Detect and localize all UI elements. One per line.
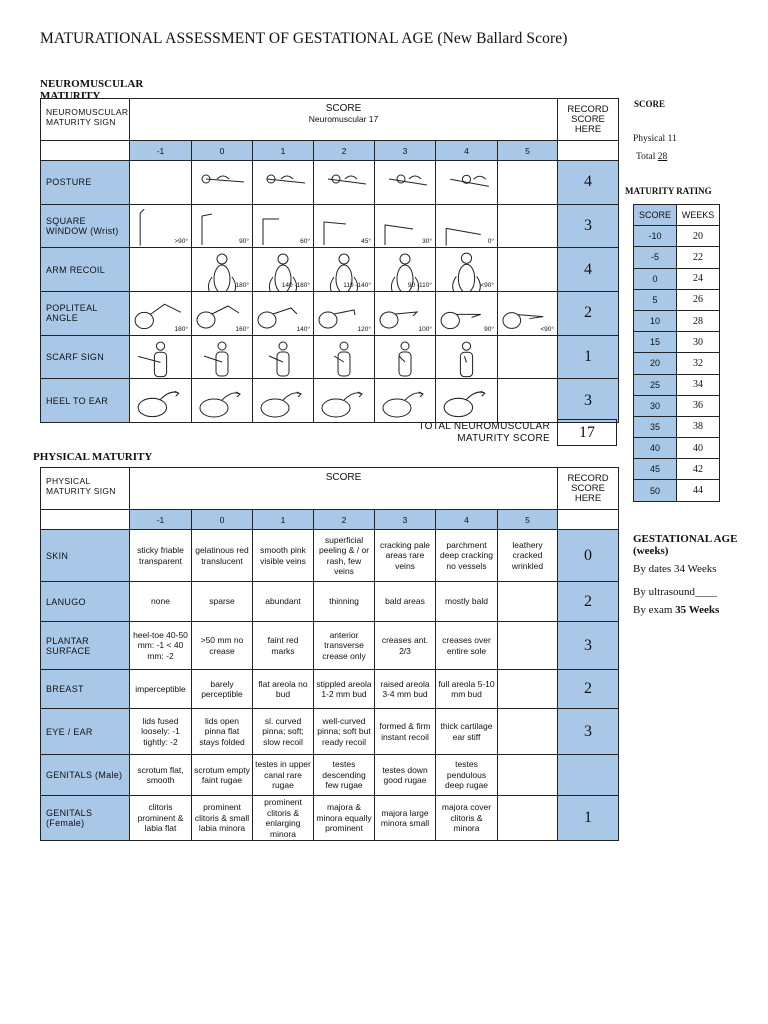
- angle-label: 90°: [484, 325, 494, 333]
- sign-illustration: [314, 336, 374, 378]
- score-column-header: 2: [314, 510, 375, 530]
- neuromuscular-cell: [192, 335, 253, 379]
- total-label: Total: [636, 152, 656, 162]
- neuromuscular-cell: [498, 335, 558, 379]
- physical-criteria-cell: testes down good rugae: [375, 755, 436, 796]
- neuromuscular-cell: [314, 248, 375, 292]
- physical-criteria-cell: thinning: [314, 582, 375, 622]
- maturity-score: 20: [634, 353, 677, 374]
- physical-sign-label: LANUGO: [41, 582, 130, 622]
- neuromuscular-cell: [253, 379, 314, 423]
- physical-criteria-cell: [498, 622, 558, 670]
- neuromuscular-row: [41, 204, 619, 248]
- by-exam-label: By exam: [633, 604, 673, 616]
- by-dates-value[interactable]: 34 Weeks: [673, 563, 717, 575]
- neuromuscular-cell: [436, 335, 498, 379]
- by-dates: [633, 563, 717, 575]
- physical-criteria-cell: majora cover clitoris & minora: [436, 796, 498, 841]
- maturity-row: [634, 395, 720, 416]
- angle-label: 0°: [487, 238, 494, 246]
- physical-row: [41, 582, 619, 622]
- sign-illustration: [253, 380, 313, 422]
- neuromuscular-cell: [436, 204, 498, 248]
- page-title: MATURATIONAL ASSESSMENT OF GESTATIONAL AGE (New Ballard Score): [40, 30, 568, 47]
- angle-label: 45°: [361, 238, 371, 246]
- physical-criteria-cell: majora large minora small: [375, 796, 436, 841]
- neuromuscular-cell: [375, 248, 436, 292]
- physical-criteria-cell: flat areola no bud: [253, 670, 314, 709]
- maturity-row: [634, 226, 720, 247]
- score-column-header: 3: [375, 510, 436, 530]
- neuromuscular-cell: [130, 379, 192, 423]
- neuromuscular-cell: [314, 379, 375, 423]
- physical-criteria-cell: creases ant. 2/3: [375, 622, 436, 670]
- score-column-header: 0: [192, 510, 253, 530]
- maturity-weeks: 36: [677, 395, 720, 416]
- maturity-weeks: 38: [677, 416, 720, 437]
- neuromuscular-cell: [498, 248, 558, 292]
- physical-criteria-cell: abundant: [253, 582, 314, 622]
- physical-criteria-cell: thick cartilage ear stiff: [436, 709, 498, 755]
- blank-header-cell: [558, 141, 619, 161]
- angle-label: 180°: [235, 282, 249, 290]
- neuromuscular-cell: [314, 161, 375, 205]
- neuromuscular-sign-label: POPLITEAL ANGLE: [41, 292, 130, 336]
- physical-criteria-cell: [498, 755, 558, 796]
- maturity-weeks: 22: [677, 247, 720, 268]
- by-ultrasound-value[interactable]: ____: [695, 586, 718, 598]
- sign-illustration: [375, 380, 435, 422]
- record-score-cell[interactable]: 3: [558, 709, 619, 755]
- neuromuscular-row: [41, 248, 619, 292]
- record-score-cell[interactable]: 4: [558, 248, 619, 292]
- physical-criteria-cell: scrotum flat, smooth: [130, 755, 192, 796]
- physical-criteria-cell: cracking pale areas rare veins: [375, 530, 436, 582]
- total-value: 28: [657, 152, 668, 162]
- physical-criteria-cell: [498, 670, 558, 709]
- maturity-weeks-header: WEEKS: [677, 205, 720, 226]
- neuromuscular-sign-label: SQUARE WINDOW (Wrist): [41, 204, 130, 248]
- neuromuscular-cell: [192, 379, 253, 423]
- physical-criteria-cell: leathery cracked wrinkled: [498, 530, 558, 582]
- maturity-rating-table: [633, 204, 720, 502]
- record-score-header: RECORD SCORE HERE: [558, 468, 619, 510]
- neuromuscular-row: [41, 379, 619, 423]
- neuromuscular-score-note: Neuromuscular 17: [308, 114, 379, 124]
- maturity-weeks: 40: [677, 438, 720, 459]
- physical-criteria-cell: well-curved pinna; soft but ready recoil: [314, 709, 375, 755]
- sign-illustration: [192, 336, 252, 378]
- maturity-row: [634, 353, 720, 374]
- physical-criteria-cell: [498, 709, 558, 755]
- physical-row: [41, 530, 619, 582]
- neuromuscular-score-header: [130, 99, 558, 141]
- physical-value: 11: [667, 134, 677, 144]
- summary-physical: [633, 134, 677, 144]
- angle-label: 90°: [239, 238, 249, 246]
- angle-label: 140°: [296, 325, 310, 333]
- neuromuscular-row: [41, 161, 619, 205]
- physical-criteria-cell: smooth pink visible veins: [253, 530, 314, 582]
- maturity-weeks: 26: [677, 289, 720, 310]
- physical-sign-label: EYE / EAR: [41, 709, 130, 755]
- physical-criteria-cell: lids fused loosely: -1 tightly: -2: [130, 709, 192, 755]
- sign-illustration: [375, 161, 435, 203]
- maturity-score: 30: [634, 395, 677, 416]
- record-score-cell[interactable]: 1: [558, 335, 619, 379]
- physical-sign-label: PLANTAR SURFACE: [41, 622, 130, 670]
- sign-illustration: [253, 336, 313, 378]
- neuromuscular-cell: [253, 248, 314, 292]
- by-ultrasound: [633, 586, 717, 598]
- neuromuscular-cell: [314, 292, 375, 336]
- maturity-score: 50: [634, 480, 677, 501]
- neuromuscular-cell: [498, 292, 558, 336]
- angle-label: 160°: [235, 325, 249, 333]
- physical-criteria-cell: sl. curved pinna; soft; slow recoil: [253, 709, 314, 755]
- record-score-cell[interactable]: 2: [558, 582, 619, 622]
- neuromuscular-cell: [375, 379, 436, 423]
- physical-criteria-cell: stippled areola 1-2 mm bud: [314, 670, 375, 709]
- neuromuscular-cell: [192, 292, 253, 336]
- gestational-age-label: GESTATIONAL AGE (weeks): [633, 533, 738, 557]
- score-column-header: -1: [130, 510, 192, 530]
- maturity-weeks: 32: [677, 353, 720, 374]
- neuromuscular-sign-label: ARM RECOIL: [41, 248, 130, 292]
- sign-illustration: [436, 336, 497, 379]
- physical-criteria-cell: testes in upper canal rare rugae: [253, 755, 314, 796]
- summary-total: [636, 152, 667, 162]
- angle-label: 110 -140°: [343, 282, 371, 290]
- physical-criteria-cell: mostly bald: [436, 582, 498, 622]
- score-column-header: 5: [498, 510, 558, 530]
- physical-label: Physical: [633, 134, 666, 144]
- angle-label: 60°: [300, 238, 310, 246]
- maturity-score: 40: [634, 438, 677, 459]
- neuromuscular-sign-label: HEEL TO EAR: [41, 379, 130, 423]
- maturity-row: [634, 247, 720, 268]
- record-score-header: RECORD SCORE HERE: [558, 99, 619, 141]
- physical-row: [41, 755, 619, 796]
- score-column-header: 3: [375, 141, 436, 161]
- neuromuscular-cell: [130, 335, 192, 379]
- by-dates-label: By dates: [633, 563, 672, 575]
- angle-label: 90 -110°: [407, 282, 432, 290]
- record-score-cell[interactable]: 3: [558, 379, 619, 423]
- physical-criteria-cell: scrotum empty faint rugae: [192, 755, 253, 796]
- physical-criteria-cell: sticky friable transparent: [130, 530, 192, 582]
- physical-row: [41, 796, 619, 841]
- neuromuscular-cell: [192, 248, 253, 292]
- neuromuscular-cell: [436, 292, 498, 336]
- physical-criteria-cell: prominent clitoris & small labia minora: [192, 796, 253, 841]
- neuromuscular-cell: [253, 161, 314, 205]
- maturity-weeks: 24: [677, 268, 720, 289]
- physical-criteria-cell: gelatinous red translucent: [192, 530, 253, 582]
- sign-illustration: [436, 161, 497, 204]
- neuromuscular-row: [41, 292, 619, 336]
- record-score-cell[interactable]: 3: [558, 204, 619, 248]
- angle-label: <90°: [480, 282, 494, 290]
- physical-criteria-cell: parchment deep cracking no vessels: [436, 530, 498, 582]
- neuromuscular-cell: [375, 161, 436, 205]
- neuromuscular-cell: [314, 335, 375, 379]
- neuromuscular-cell: [130, 204, 192, 248]
- neuromuscular-cell: [130, 248, 192, 292]
- physical-criteria-cell: sparse: [192, 582, 253, 622]
- neuromuscular-cell: [375, 292, 436, 336]
- maturity-weeks: 30: [677, 332, 720, 353]
- sign-illustration: [314, 380, 374, 422]
- neuromuscular-total-score[interactable]: 17: [557, 419, 617, 446]
- maturity-row: [634, 289, 720, 310]
- neuromuscular-sign-header: NEUROMUSCULAR MATURITY SIGN: [41, 99, 130, 141]
- record-score-cell[interactable]: 1: [558, 796, 619, 841]
- neuromuscular-cell: [192, 161, 253, 205]
- physical-sign-label: GENITALS (Female): [41, 796, 130, 841]
- blank-header-cell: [41, 141, 130, 161]
- score-column-header: 1: [253, 141, 314, 161]
- physical-criteria-cell: faint red marks: [253, 622, 314, 670]
- neuromuscular-row: [41, 335, 619, 379]
- neuromuscular-cell: [498, 204, 558, 248]
- neuromuscular-cell: [436, 248, 498, 292]
- maturity-score: 5: [634, 289, 677, 310]
- maturity-weeks: 28: [677, 310, 720, 331]
- maturity-weeks: 34: [677, 374, 720, 395]
- physical-criteria-cell: creases over entire sole: [436, 622, 498, 670]
- sign-illustration: [130, 379, 191, 422]
- neuromuscular-cell: [436, 161, 498, 205]
- maturity-score: 10: [634, 310, 677, 331]
- physical-criteria-cell: [498, 796, 558, 841]
- maturity-score: 25: [634, 374, 677, 395]
- neuromuscular-cell: [130, 292, 192, 336]
- maturity-score: -10: [634, 226, 677, 247]
- neuromuscular-cell: [253, 335, 314, 379]
- physical-sign-label: BREAST: [41, 670, 130, 709]
- sign-illustration: [192, 161, 252, 203]
- neuromuscular-cell: [436, 379, 498, 423]
- record-score-cell[interactable]: 3: [558, 622, 619, 670]
- physical-sign-label: GENITALS (Male): [41, 755, 130, 796]
- maturity-row: [634, 374, 720, 395]
- physical-criteria-cell: [498, 582, 558, 622]
- physical-criteria-cell: >50 mm no crease: [192, 622, 253, 670]
- score-column-header: 2: [314, 141, 375, 161]
- physical-sign-header: PHYSICAL MATURITY SIGN: [41, 468, 130, 510]
- physical-row: [41, 622, 619, 670]
- physical-criteria-cell: none: [130, 582, 192, 622]
- neuromuscular-sign-label: SCARF SIGN: [41, 335, 130, 379]
- physical-criteria-cell: majora & minora equally prominent: [314, 796, 375, 841]
- angle-label: 120°: [357, 325, 371, 333]
- record-score-cell[interactable]: 0: [558, 530, 619, 582]
- maturity-row: [634, 459, 720, 480]
- physical-criteria-cell: barely perceptible: [192, 670, 253, 709]
- score-column-header: 0: [192, 141, 253, 161]
- neuromuscular-cell: [375, 204, 436, 248]
- neuromuscular-cell: [498, 161, 558, 205]
- sign-illustration: [130, 336, 191, 379]
- angle-label: <90°: [540, 325, 555, 333]
- physical-criteria-cell: full areola 5-10 mm bud: [436, 670, 498, 709]
- neuromuscular-cell: [498, 379, 558, 423]
- score-column-header: 4: [436, 141, 498, 161]
- physical-table: [40, 467, 619, 841]
- maturity-row: [634, 332, 720, 353]
- angle-label: 100°: [418, 325, 432, 333]
- physical-criteria-cell: imperceptible: [130, 670, 192, 709]
- physical-criteria-cell: superficial peeling & / or rash, few veins: [314, 530, 375, 582]
- physical-sign-label: SKIN: [41, 530, 130, 582]
- neuromuscular-cell: [192, 204, 253, 248]
- sign-illustration: [192, 380, 252, 422]
- neuromuscular-cell: [314, 204, 375, 248]
- by-exam: [633, 604, 719, 616]
- physical-criteria-cell: heel-toe 40-50 mm: -1 < 40 mm: -2: [130, 622, 192, 670]
- sign-illustration: [436, 379, 497, 422]
- score-column-header: 1: [253, 510, 314, 530]
- neuromuscular-sign-label: POSTURE: [41, 161, 130, 205]
- angle-label: >90°: [174, 238, 188, 246]
- maturity-weeks: 42: [677, 459, 720, 480]
- neuromuscular-total-label: TOTAL NEUROMUSCULAR MATURITY SCORE: [418, 421, 550, 444]
- sign-illustration: [253, 161, 313, 203]
- maturity-weeks: 20: [677, 226, 720, 247]
- neuromuscular-cell: [130, 161, 192, 205]
- summary-score-label: SCORE: [634, 99, 666, 109]
- physical-criteria-cell: testes descending few rugae: [314, 755, 375, 796]
- physical-criteria-cell: lids open pinna flat stays folded: [192, 709, 253, 755]
- neuromuscular-table: [40, 98, 619, 423]
- physical-section-label: PHYSICAL MATURITY: [33, 451, 153, 463]
- score-column-header: 5: [498, 141, 558, 161]
- record-score-cell[interactable]: 2: [558, 670, 619, 709]
- neuromuscular-cell: [253, 204, 314, 248]
- maturity-row: [634, 480, 720, 501]
- maturity-rating-label: MATURITY RATING: [625, 186, 712, 196]
- record-score-cell[interactable]: 2: [558, 292, 619, 336]
- physical-criteria-cell: clitoris prominent & labia flat: [130, 796, 192, 841]
- physical-criteria-cell: anterior transverse crease only: [314, 622, 375, 670]
- physical-criteria-cell: testes pendulous deep rugae: [436, 755, 498, 796]
- sign-illustration: [375, 336, 435, 378]
- record-score-cell[interactable]: [558, 755, 619, 796]
- blank-header-cell: [41, 510, 130, 530]
- physical-score-header: SCORE: [130, 468, 558, 510]
- neuromuscular-section-label: NEUROMUSCULAR MATURITY: [40, 78, 144, 102]
- by-ultrasound-label: By ultrasound: [633, 586, 696, 598]
- physical-criteria-cell: raised areola 3-4 mm bud: [375, 670, 436, 709]
- maturity-score: 35: [634, 416, 677, 437]
- angle-label: 30°: [422, 238, 432, 246]
- neuromuscular-cell: [253, 292, 314, 336]
- maturity-score: 45: [634, 459, 677, 480]
- maturity-score: 15: [634, 332, 677, 353]
- physical-criteria-cell: bald areas: [375, 582, 436, 622]
- neuromuscular-cell: [375, 335, 436, 379]
- record-score-cell[interactable]: 4: [558, 161, 619, 205]
- maturity-score: 0: [634, 268, 677, 289]
- sign-illustration: [314, 161, 374, 203]
- physical-row: [41, 709, 619, 755]
- angle-label: 180°: [174, 325, 188, 333]
- maturity-row: [634, 310, 720, 331]
- maturity-row: [634, 438, 720, 459]
- physical-row: [41, 670, 619, 709]
- score-column-header: -1: [130, 141, 192, 161]
- score-header-text: SCORE: [325, 103, 362, 114]
- angle-label: 140 -180°: [281, 282, 310, 290]
- maturity-row: [634, 268, 720, 289]
- physical-criteria-cell: formed & firm instant recoil: [375, 709, 436, 755]
- maturity-score: -5: [634, 247, 677, 268]
- by-exam-value[interactable]: 35 Weeks: [675, 604, 720, 616]
- maturity-score-header: SCORE: [634, 205, 677, 226]
- maturity-weeks: 44: [677, 480, 720, 501]
- maturity-row: [634, 416, 720, 437]
- physical-criteria-cell: prominent clitoris & enlarging minora: [253, 796, 314, 841]
- score-column-header: 4: [436, 510, 498, 530]
- blank-header-cell: [558, 510, 619, 530]
